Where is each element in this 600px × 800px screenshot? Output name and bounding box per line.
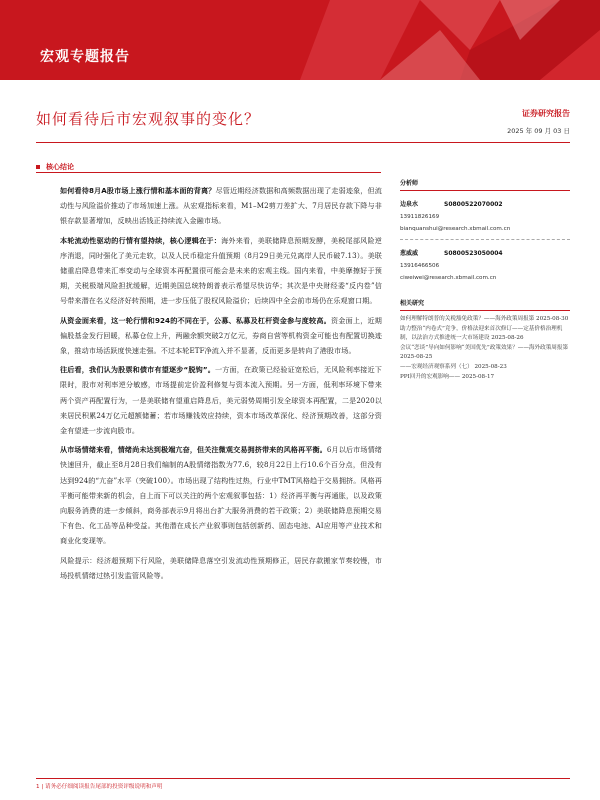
paragraph bbox=[60, 442, 382, 548]
header-banner bbox=[0, 0, 600, 80]
analyst-email[interactable]: ciweiwei@research.xbmail.com.cn bbox=[400, 275, 497, 281]
related-research-item[interactable]: PPI回升的宏观影响—— 2025-08-17 bbox=[400, 373, 495, 380]
analyst-email[interactable]: bianquanshui@research.xbmail.com.cn bbox=[400, 226, 511, 232]
paragraph-lead: 从资金面来看，这一轮行情和924的不同在于，公募、私募及杠杆资金参与度较高。 bbox=[60, 315, 331, 325]
analyst-header bbox=[400, 248, 570, 260]
related-research-heading: 相关研究 bbox=[400, 298, 570, 311]
paragraph-body: 6月以后市场情绪快速回升，截止至8月28日我们编制的A股情绪指数为77.6，较8月22日上行10.6个百分点，但没有达到924的“亢奋”水平（突破100）。市场出现了结构性过热，行业中TMT风格趋于交易拥挤。风格再平衡可能带来新的机会，自上而下可以关注的两个宏观叙事包括：1）经济再平衡与再通胀，以及政策向服务消费的进一步倾斜，商务部表示9月将出台扩大服务消费的若干政策；2）美联储降息预期交易下有色、化工品等品种受益。其他潜在成长产业叙事则包括创新药、固态电池、AI应用等产业技术和商业化变现等。 bbox=[60, 445, 382, 546]
banner-geometric-decoration bbox=[0, 0, 600, 80]
banner-title: 宏观专题报告 bbox=[40, 49, 130, 65]
analyst-phone: 13916466506 bbox=[400, 263, 440, 269]
section-heading-text: 核心结论 bbox=[46, 163, 74, 171]
header-divider bbox=[36, 142, 570, 143]
report-title: 如何看待后市宏观叙事的变化？ bbox=[36, 110, 261, 128]
related-research-item[interactable]: 会议“恋谈”导向如何影响“美国优先”政策效果？——海外政策周报第 2025-08-25 bbox=[400, 344, 569, 361]
sidebar bbox=[400, 178, 570, 382]
footer-divider bbox=[36, 778, 570, 779]
analysts-heading: 分析师 bbox=[400, 178, 570, 191]
paragraph-body: 一方面，在政策已经验证宽松后，无风险利率接近下限时，股市对利率逆分敏感，市场提前定价盈利修复与资本流入预期。另一方面，低利率环境下带来两个资产再配置行为，一是美联储有望重启降息后，美元弱势周期引发全球资本再配置，二是2020以来居民积累24万亿元超额储蓄；若市场赚钱效应持续，资本市场改革深化、经济预期改善，这部分资金有望进一步流向股市。 bbox=[60, 365, 382, 436]
related-research-item[interactable]: 助力整治“内卷式”竞争，价格法迎来首次修订——定基价格治理机制，以法治方式推进统一大市场建设 2025-08-26 bbox=[400, 325, 563, 342]
footer-disclaimer: 1 | 请务必仔细阅读报告尾部的投资评级说明和声明 bbox=[36, 784, 163, 790]
analyst-header bbox=[400, 199, 570, 211]
related-research-list bbox=[400, 315, 570, 382]
paragraph-lead: 本轮流动性驱动的行情有望持续，核心逻辑在于： bbox=[60, 235, 222, 245]
analyst-card bbox=[400, 199, 570, 235]
analyst-cert-id: S0800523050004 bbox=[444, 250, 503, 257]
report-date: 2025 年 09 月 03 日 bbox=[507, 127, 570, 135]
risk-note-text: 风险提示：经济超预期下行风险，美联储降息落空引发流动性预期修正，居民存款搬家节奏较慢，市场投机情绪过热引发监管风险等。 bbox=[60, 555, 382, 580]
analyst-phone: 13911826169 bbox=[400, 214, 440, 220]
paragraph bbox=[60, 362, 382, 438]
analyst-card bbox=[400, 248, 570, 284]
paragraph-body: 资金面上，近期偏股基金发行回暖，私募仓位上升，两融余额突破2万亿元，券商自营等机构资金可能也有配置切换迹象，推动市场活跃度快速走强。不过本轮ETF净流入并不显著，反而更多是转向了港股市场。 bbox=[60, 315, 383, 356]
paragraph-lead: 往后看，我们认为股票和债市有望逐步“脱钩”。 bbox=[60, 365, 215, 375]
analyst-cert-id: S0800522070002 bbox=[444, 201, 503, 208]
section-divider bbox=[36, 172, 381, 173]
risk-note bbox=[60, 553, 382, 583]
analyst-name: 葱威威 bbox=[400, 250, 419, 257]
analyst-divider bbox=[400, 239, 570, 240]
bullet-icon bbox=[36, 165, 40, 169]
report-type: 证券研究报告 bbox=[522, 109, 570, 118]
paragraph-body: 海外来看，美联储降息预期发酵，美税尾部风险逆序消退，同时强化了美元走软，以及人民币稳定升值预期（8月29日美元兑离岸人民币破7.13）。美联储重启降息带来汇率变动与全球资本再配置很可能会是未来的宏观主线。国内来看，中美摩擦好于预期，关税极端风险担扰缓解，近期美国总统特朗普表示希望尽快访华；其次是中央财经委“反内卷”信号带来潜在名义经济好转预期，进一步压低了股权风险溢价；后续四中全会前市场仍在乐观窗口期。 bbox=[60, 235, 382, 306]
section-heading bbox=[36, 162, 74, 172]
paragraph bbox=[60, 233, 382, 309]
paragraph-lead: 如何看待8月A股市场上涨行情和基本面的背离？ bbox=[60, 186, 216, 195]
paragraph-lead: 从市场情绪来看，情绪尚未达到极端亢奋，但关注微观交易拥挤带来的风格再平衡。 bbox=[60, 445, 327, 455]
related-research-item[interactable]: ——宏观经济观察系列（七） 2025-08-23 bbox=[400, 363, 507, 370]
paragraph bbox=[60, 313, 382, 359]
paragraph-body: 尽管近期经济数据和高频数据出现了走弱迹象，但流动性与风险溢价推动了市场加速上涨。从宏观指标来看，M1–M2剪刀差扩大、7月居民存款下降与非银存款显著增加，反映出活钱正持续流入金融市场。 bbox=[60, 186, 382, 226]
analyst-name: 边泉水 bbox=[400, 201, 419, 208]
related-research-item[interactable]: 如何理解特朗普的关税豁免政策？——海外政策周报第 2025-08-30 bbox=[400, 316, 569, 322]
main-content bbox=[60, 183, 382, 587]
paragraph bbox=[60, 183, 382, 229]
